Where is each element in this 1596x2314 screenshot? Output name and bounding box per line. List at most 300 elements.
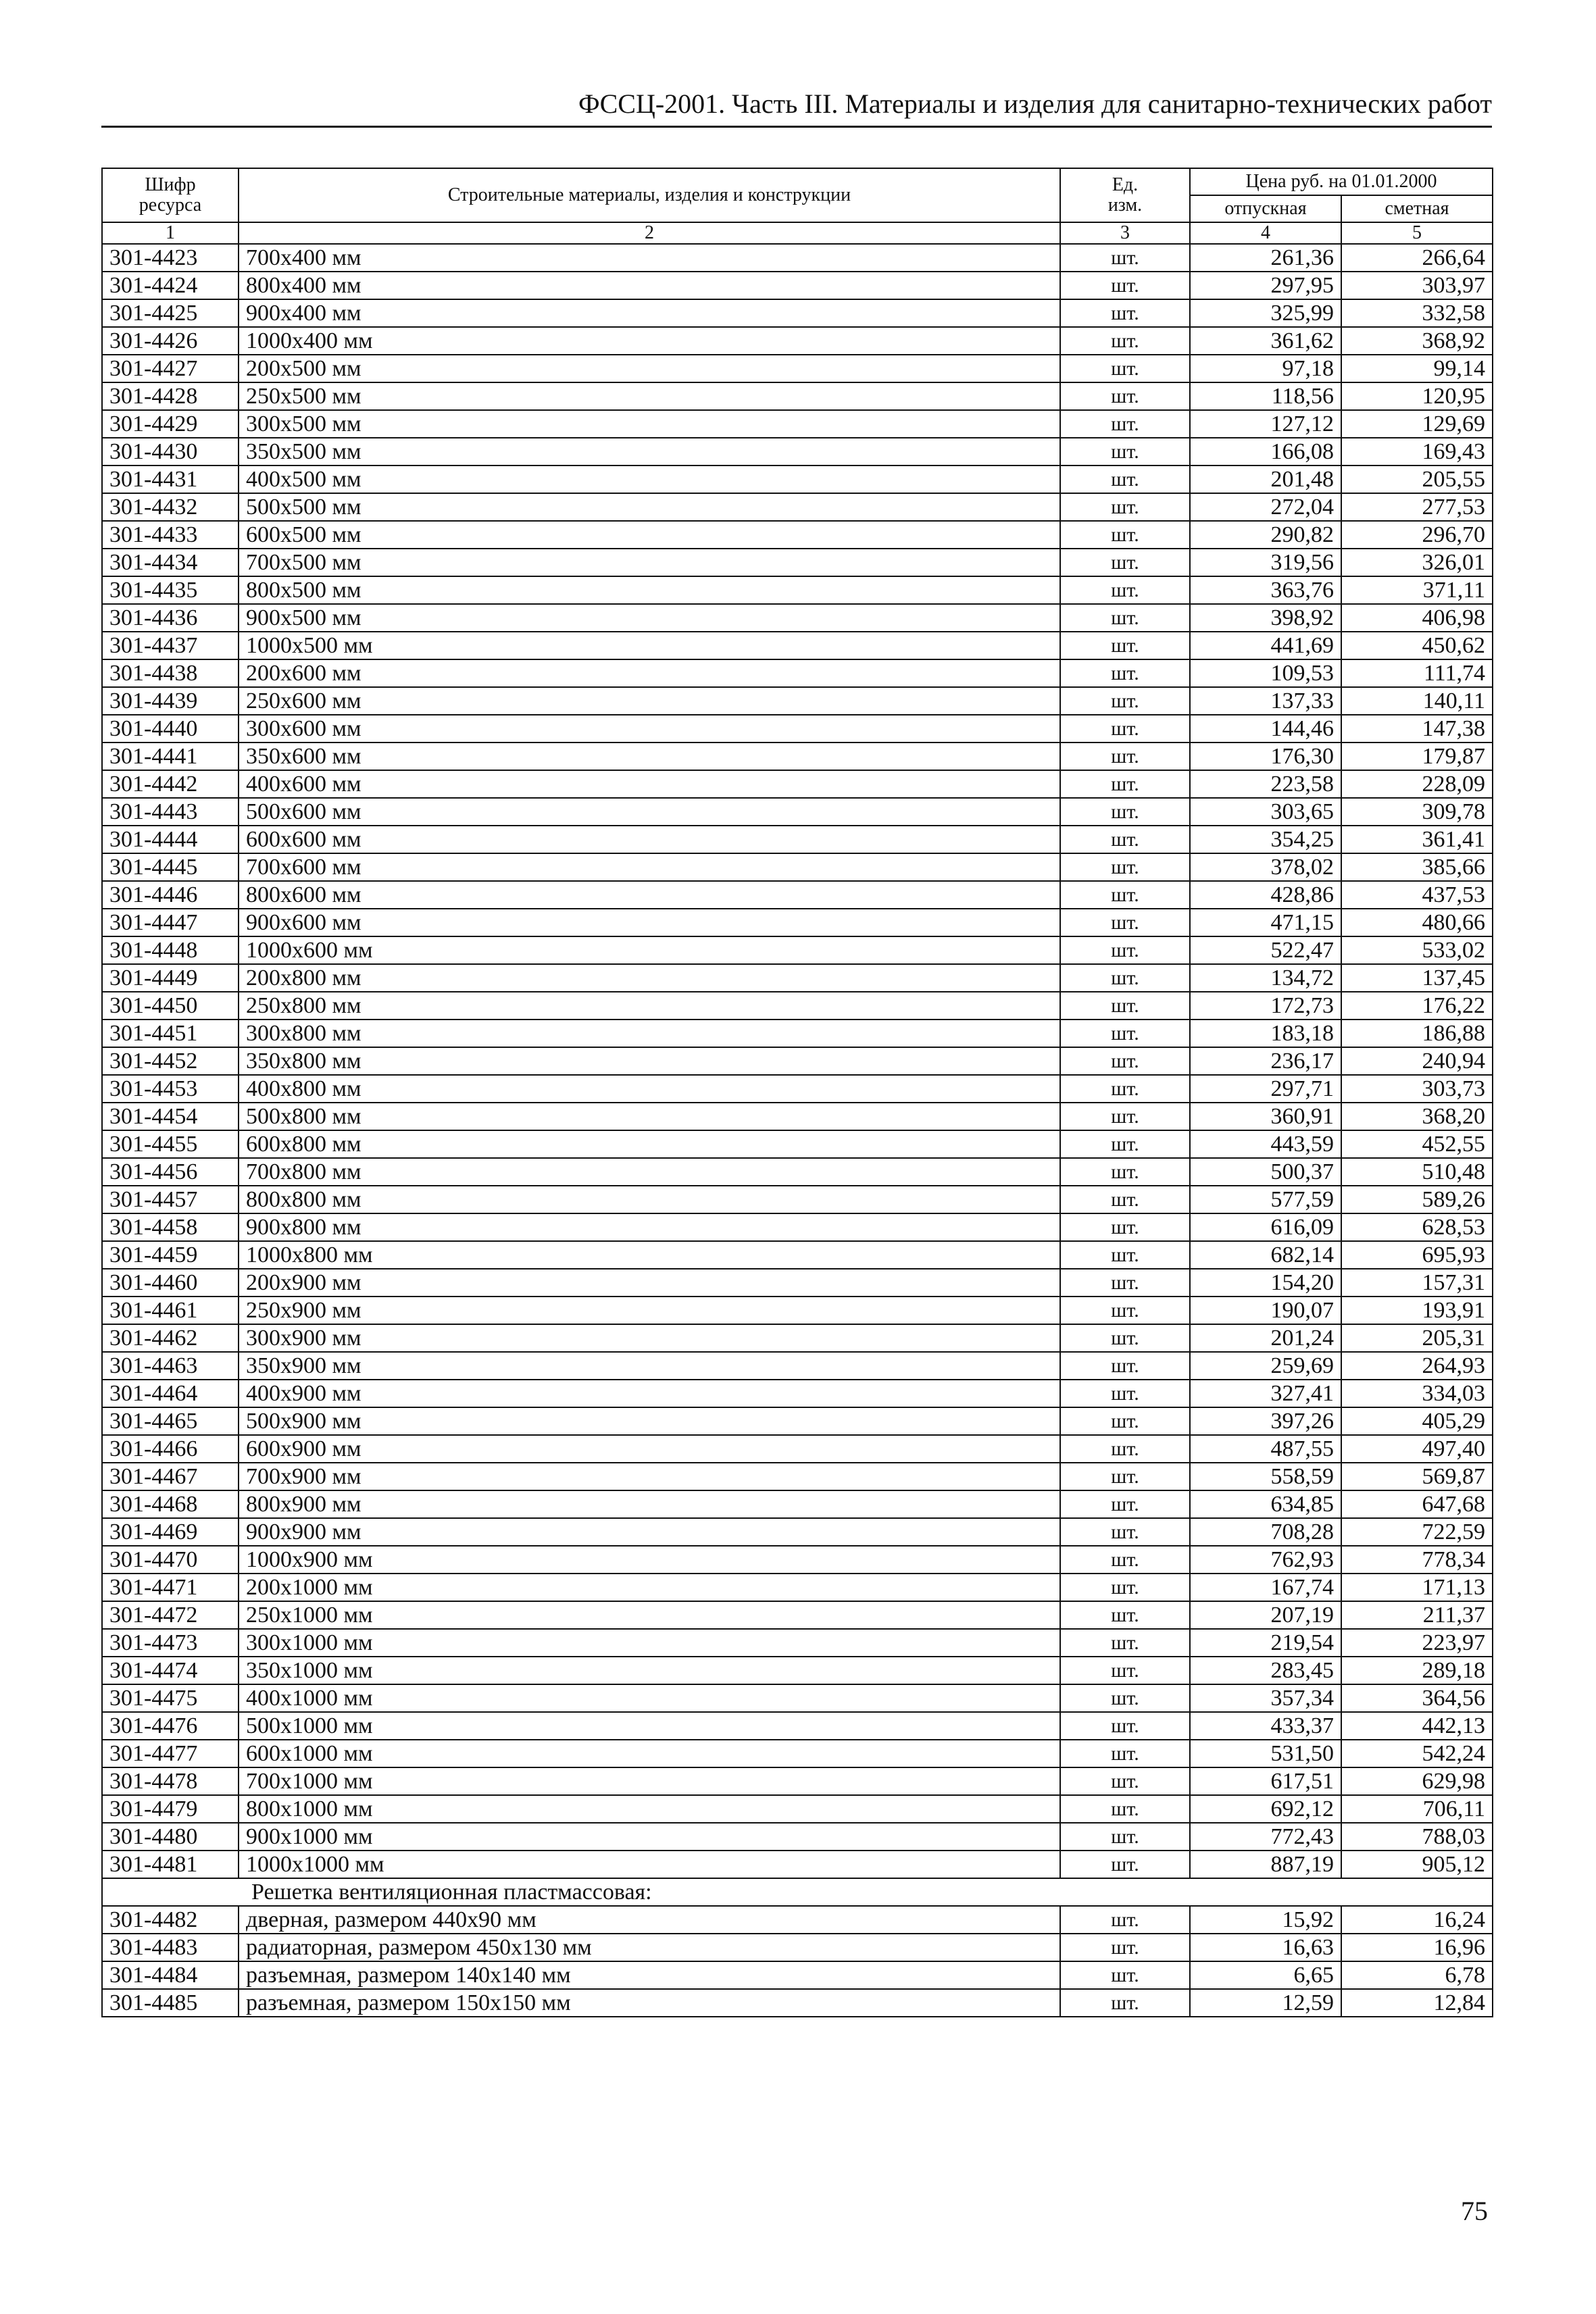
material-name-cell: 1000x900 мм (239, 1546, 1060, 1574)
material-name-cell: разъемная, размером 150x150 мм (239, 1989, 1060, 2017)
unit-cell: шт. (1060, 576, 1190, 604)
material-name-cell: 700x900 мм (239, 1463, 1060, 1490)
estimate-price-cell: 326,01 (1341, 549, 1493, 576)
unit-cell: шт. (1060, 715, 1190, 743)
material-name-cell: радиаторная, размером 450x130 мм (239, 1934, 1060, 1961)
table-row (102, 826, 1493, 853)
estimate-price-cell: 205,31 (1341, 1324, 1493, 1352)
table-row (102, 1241, 1493, 1269)
release-price-cell: 558,59 (1190, 1463, 1341, 1490)
release-price-cell: 397,26 (1190, 1407, 1341, 1435)
estimate-price-cell: 157,31 (1341, 1269, 1493, 1297)
resource-code-cell: 301-4480 (102, 1823, 239, 1851)
resource-code-cell: 301-4460 (102, 1269, 239, 1297)
unit-cell: шт. (1060, 1158, 1190, 1186)
unit-cell: шт. (1060, 743, 1190, 770)
table-row (102, 1186, 1493, 1213)
estimate-price-cell: 303,73 (1341, 1075, 1493, 1103)
material-name-cell: 400x1000 мм (239, 1684, 1060, 1712)
table-row (102, 1324, 1493, 1352)
material-name-cell: 800x900 мм (239, 1490, 1060, 1518)
unit-cell: шт. (1060, 881, 1190, 909)
unit-cell: шт. (1060, 355, 1190, 382)
release-price-cell: 12,59 (1190, 1989, 1341, 2017)
unit-cell: шт. (1060, 466, 1190, 493)
estimate-price-cell: 371,11 (1341, 576, 1493, 604)
column-number: 4 (1190, 222, 1341, 244)
material-name-cell: 300x500 мм (239, 410, 1060, 438)
column-header-release-price: отпускная (1190, 195, 1341, 222)
resource-code-cell: 301-4434 (102, 549, 239, 576)
unit-cell: шт. (1060, 1657, 1190, 1684)
resource-code-cell: 301-4447 (102, 909, 239, 936)
unit-cell: шт. (1060, 1823, 1190, 1851)
table-body (102, 244, 1493, 1878)
resource-code-cell: 301-4464 (102, 1380, 239, 1407)
release-price-cell: 471,15 (1190, 909, 1341, 936)
resource-code-cell: 301-4432 (102, 493, 239, 521)
estimate-price-cell: 169,43 (1341, 438, 1493, 466)
resource-code-cell: 301-4431 (102, 466, 239, 493)
material-name-cell: 400x500 мм (239, 466, 1060, 493)
resource-code-cell: 301-4484 (102, 1961, 239, 1989)
estimate-price-cell: 16,24 (1341, 1906, 1493, 1934)
table-row (102, 493, 1493, 521)
release-price-cell: 360,91 (1190, 1103, 1341, 1130)
unit-cell: шт. (1060, 493, 1190, 521)
resource-code-cell: 301-4433 (102, 521, 239, 549)
material-name-cell: 700x500 мм (239, 549, 1060, 576)
estimate-price-cell: 695,93 (1341, 1241, 1493, 1269)
column-number: 2 (239, 222, 1060, 244)
material-name-cell: 200x1000 мм (239, 1574, 1060, 1601)
material-name-cell: 350x500 мм (239, 438, 1060, 466)
release-price-cell: 487,55 (1190, 1435, 1341, 1463)
resource-code-cell: 301-4451 (102, 1020, 239, 1047)
material-name-cell: 700x400 мм (239, 244, 1060, 272)
estimate-price-cell: 589,26 (1341, 1186, 1493, 1213)
material-name-cell: 300x800 мм (239, 1020, 1060, 1047)
resource-code-cell: 301-4425 (102, 299, 239, 327)
release-price-cell: 144,46 (1190, 715, 1341, 743)
resource-code-cell: 301-4437 (102, 632, 239, 659)
release-price-cell: 398,92 (1190, 604, 1341, 632)
resource-code-cell: 301-4426 (102, 327, 239, 355)
table-row (102, 576, 1493, 604)
release-price-cell: 887,19 (1190, 1851, 1341, 1878)
resource-code-cell: 301-4476 (102, 1712, 239, 1740)
release-price-cell: 290,82 (1190, 521, 1341, 549)
resource-code-cell: 301-4452 (102, 1047, 239, 1075)
material-name-cell: 600x500 мм (239, 521, 1060, 549)
unit-cell: шт. (1060, 992, 1190, 1020)
release-price-cell: 354,25 (1190, 826, 1341, 853)
table-row (102, 1546, 1493, 1574)
column-number: 1 (102, 222, 239, 244)
release-price-cell: 762,93 (1190, 1546, 1341, 1574)
unit-cell: шт. (1060, 1934, 1190, 1961)
release-price-cell: 692,12 (1190, 1795, 1341, 1823)
estimate-price-cell: 706,11 (1341, 1795, 1493, 1823)
resource-code-cell: 301-4428 (102, 382, 239, 410)
material-name-cell: 900x1000 мм (239, 1823, 1060, 1851)
release-price-cell: 272,04 (1190, 493, 1341, 521)
page-number: 75 (1461, 2196, 1488, 2226)
estimate-price-cell: 452,55 (1341, 1130, 1493, 1158)
unit-cell: шт. (1060, 410, 1190, 438)
release-price-cell: 325,99 (1190, 299, 1341, 327)
resource-code-cell: 301-4455 (102, 1130, 239, 1158)
release-price-cell: 531,50 (1190, 1740, 1341, 1767)
material-name-cell: 800x600 мм (239, 881, 1060, 909)
resource-code-cell: 301-4450 (102, 992, 239, 1020)
release-price-cell: 183,18 (1190, 1020, 1341, 1047)
resource-code-cell: 301-4438 (102, 659, 239, 687)
column-header-unit: Ед. изм. (1060, 168, 1190, 222)
column-number: 5 (1341, 222, 1493, 244)
table-row (102, 632, 1493, 659)
table-row (102, 881, 1493, 909)
resource-code-cell: 301-4453 (102, 1075, 239, 1103)
unit-cell: шт. (1060, 1020, 1190, 1047)
resource-code-cell: 301-4469 (102, 1518, 239, 1546)
material-name-cell: 1000x1000 мм (239, 1851, 1060, 1878)
estimate-price-cell: 171,13 (1341, 1574, 1493, 1601)
table-row (102, 992, 1493, 1020)
material-name-cell: 900x600 мм (239, 909, 1060, 936)
table-row (102, 1490, 1493, 1518)
estimate-price-cell: 176,22 (1341, 992, 1493, 1020)
material-name-cell: 250x800 мм (239, 992, 1060, 1020)
unit-cell: шт. (1060, 1684, 1190, 1712)
unit-cell: шт. (1060, 687, 1190, 715)
unit-cell: шт. (1060, 632, 1190, 659)
unit-cell: шт. (1060, 1186, 1190, 1213)
unit-cell: шт. (1060, 1795, 1190, 1823)
unit-cell: шт. (1060, 244, 1190, 272)
unit-cell: шт. (1060, 1712, 1190, 1740)
release-price-cell: 441,69 (1190, 632, 1341, 659)
resource-code-cell: 301-4441 (102, 743, 239, 770)
table-row (102, 1740, 1493, 1767)
release-price-cell: 127,12 (1190, 410, 1341, 438)
release-price-cell: 500,37 (1190, 1158, 1341, 1186)
release-price-cell: 433,37 (1190, 1712, 1341, 1740)
material-name-cell: 400x600 мм (239, 770, 1060, 798)
table-row (102, 1269, 1493, 1297)
resource-code-cell: 301-4448 (102, 936, 239, 964)
unit-cell: шт. (1060, 1380, 1190, 1407)
table-row (102, 936, 1493, 964)
table-row (102, 1795, 1493, 1823)
header-divider (101, 126, 1492, 128)
unit-cell: шт. (1060, 1435, 1190, 1463)
table-row (102, 1851, 1493, 1878)
table-row (102, 1823, 1493, 1851)
estimate-price-cell: 211,37 (1341, 1601, 1493, 1629)
material-name-cell: 200x900 мм (239, 1269, 1060, 1297)
unit-cell: шт. (1060, 549, 1190, 576)
estimate-price-cell: 179,87 (1341, 743, 1493, 770)
estimate-price-cell: 289,18 (1341, 1657, 1493, 1684)
unit-cell: шт. (1060, 936, 1190, 964)
estimate-price-cell: 385,66 (1341, 853, 1493, 881)
material-name-cell: 350x600 мм (239, 743, 1060, 770)
material-name-cell: 500x600 мм (239, 798, 1060, 826)
estimate-price-cell: 6,78 (1341, 1961, 1493, 1989)
release-price-cell: 303,65 (1190, 798, 1341, 826)
table-row (102, 1020, 1493, 1047)
column-number-row (102, 222, 1493, 244)
estimate-price-cell: 628,53 (1341, 1213, 1493, 1241)
page-header-title: ФССЦ-2001. Часть III. Материалы и изделия для санитарно-технических работ (578, 89, 1492, 119)
material-name-cell: 900x800 мм (239, 1213, 1060, 1241)
unit-cell: шт. (1060, 659, 1190, 687)
release-price-cell: 223,58 (1190, 770, 1341, 798)
table-row (102, 1934, 1493, 1961)
release-price-cell: 428,86 (1190, 881, 1341, 909)
table-row (102, 853, 1493, 881)
table-row (102, 1075, 1493, 1103)
material-name-cell: 300x1000 мм (239, 1629, 1060, 1657)
resource-code-cell: 301-4442 (102, 770, 239, 798)
resource-code-cell: 301-4478 (102, 1767, 239, 1795)
resource-code-cell: 301-4477 (102, 1740, 239, 1767)
unit-cell: шт. (1060, 299, 1190, 327)
unit-cell: шт. (1060, 1518, 1190, 1546)
table-row (102, 770, 1493, 798)
resource-code-cell: 301-4443 (102, 798, 239, 826)
release-price-cell: 118,56 (1190, 382, 1341, 410)
material-name-cell: 250x600 мм (239, 687, 1060, 715)
unit-cell: шт. (1060, 521, 1190, 549)
resource-code-cell: 301-4485 (102, 1989, 239, 2017)
unit-cell: шт. (1060, 1490, 1190, 1518)
material-name-cell: 800x800 мм (239, 1186, 1060, 1213)
resource-code-cell: 301-4468 (102, 1490, 239, 1518)
resource-code-cell: 301-4474 (102, 1657, 239, 1684)
unit-cell: шт. (1060, 382, 1190, 410)
table-row (102, 272, 1493, 299)
table-row (102, 798, 1493, 826)
release-price-cell: 682,14 (1190, 1241, 1341, 1269)
release-price-cell: 207,19 (1190, 1601, 1341, 1629)
release-price-cell: 772,43 (1190, 1823, 1341, 1851)
table-row (102, 1158, 1493, 1186)
material-name-cell: 600x1000 мм (239, 1740, 1060, 1767)
estimate-price-cell: 778,34 (1341, 1546, 1493, 1574)
estimate-price-cell: 12,84 (1341, 1989, 1493, 2017)
estimate-price-cell: 120,95 (1341, 382, 1493, 410)
release-price-cell: 134,72 (1190, 964, 1341, 992)
estimate-price-cell: 296,70 (1341, 521, 1493, 549)
estimate-price-cell: 569,87 (1341, 1463, 1493, 1490)
table-row (102, 1574, 1493, 1601)
estimate-price-cell: 437,53 (1341, 881, 1493, 909)
estimate-price-cell: 510,48 (1341, 1158, 1493, 1186)
estimate-price-cell: 361,41 (1341, 826, 1493, 853)
unit-cell: шт. (1060, 1629, 1190, 1657)
resource-code-cell: 301-4427 (102, 355, 239, 382)
table-row (102, 1463, 1493, 1490)
table-row (102, 438, 1493, 466)
unit-cell: шт. (1060, 1851, 1190, 1878)
unit-cell: шт. (1060, 1241, 1190, 1269)
release-price-cell: 176,30 (1190, 743, 1341, 770)
table-row (102, 1601, 1493, 1629)
release-price-cell: 363,76 (1190, 576, 1341, 604)
unit-cell: шт. (1060, 1740, 1190, 1767)
column-number: 3 (1060, 222, 1190, 244)
estimate-price-cell: 442,13 (1341, 1712, 1493, 1740)
unit-cell: шт. (1060, 327, 1190, 355)
table-row (102, 1407, 1493, 1435)
estimate-price-cell: 629,98 (1341, 1767, 1493, 1795)
table-row (102, 1435, 1493, 1463)
resource-code-cell: 301-4444 (102, 826, 239, 853)
unit-cell: шт. (1060, 1961, 1190, 1989)
material-name-cell: 200x600 мм (239, 659, 1060, 687)
estimate-price-cell: 277,53 (1341, 493, 1493, 521)
material-name-cell: 800x400 мм (239, 272, 1060, 299)
release-price-cell: 616,09 (1190, 1213, 1341, 1241)
unit-cell: шт. (1060, 1352, 1190, 1380)
release-price-cell: 708,28 (1190, 1518, 1341, 1546)
release-price-cell: 361,62 (1190, 327, 1341, 355)
material-name-cell: 250x1000 мм (239, 1601, 1060, 1629)
release-price-cell: 172,73 (1190, 992, 1341, 1020)
resource-code-cell: 301-4465 (102, 1407, 239, 1435)
release-price-cell: 522,47 (1190, 936, 1341, 964)
material-name-cell: 300x600 мм (239, 715, 1060, 743)
table-row (102, 909, 1493, 936)
resource-code-cell: 301-4473 (102, 1629, 239, 1657)
release-price-cell: 634,85 (1190, 1490, 1341, 1518)
estimate-price-cell: 99,14 (1341, 355, 1493, 382)
resource-code-cell: 301-4445 (102, 853, 239, 881)
estimate-price-cell: 406,98 (1341, 604, 1493, 632)
unit-cell: шт. (1060, 1130, 1190, 1158)
material-name-cell: 1000x600 мм (239, 936, 1060, 964)
material-name-cell: 250x500 мм (239, 382, 1060, 410)
estimate-price-cell: 228,09 (1341, 770, 1493, 798)
resource-code-cell: 301-4459 (102, 1241, 239, 1269)
unit-cell: шт. (1060, 1269, 1190, 1297)
material-name-cell: 250x900 мм (239, 1297, 1060, 1324)
material-name-cell: 300x900 мм (239, 1324, 1060, 1352)
unit-cell: шт. (1060, 1546, 1190, 1574)
material-name-cell: 900x900 мм (239, 1518, 1060, 1546)
estimate-price-cell: 405,29 (1341, 1407, 1493, 1435)
estimate-price-cell: 368,92 (1341, 327, 1493, 355)
table-row (102, 382, 1493, 410)
table-row (102, 659, 1493, 687)
resource-code-cell: 301-4423 (102, 244, 239, 272)
estimate-price-cell: 205,55 (1341, 466, 1493, 493)
estimate-price-cell: 905,12 (1341, 1851, 1493, 1878)
table-row (102, 964, 1493, 992)
release-price-cell: 15,92 (1190, 1906, 1341, 1934)
price-table (101, 168, 1493, 2017)
resource-code-cell: 301-4456 (102, 1158, 239, 1186)
material-name-cell: 500x500 мм (239, 493, 1060, 521)
table-row (102, 604, 1493, 632)
table-row (102, 1047, 1493, 1075)
material-name-cell: 1000x800 мм (239, 1241, 1060, 1269)
unit-cell: шт. (1060, 1463, 1190, 1490)
release-price-cell: 617,51 (1190, 1767, 1341, 1795)
release-price-cell: 297,95 (1190, 272, 1341, 299)
resource-code-cell: 301-4461 (102, 1297, 239, 1324)
unit-cell: шт. (1060, 1324, 1190, 1352)
table-row (102, 299, 1493, 327)
material-name-cell: 500x1000 мм (239, 1712, 1060, 1740)
resource-code-cell: 301-4481 (102, 1851, 239, 1878)
material-name-cell: 500x800 мм (239, 1103, 1060, 1130)
unit-cell: шт. (1060, 1601, 1190, 1629)
release-price-cell: 319,56 (1190, 549, 1341, 576)
resource-code-cell: 301-4470 (102, 1546, 239, 1574)
material-name-cell: 700x600 мм (239, 853, 1060, 881)
estimate-price-cell: 193,91 (1341, 1297, 1493, 1324)
section-label: Решетка вентиляционная пластмассовая: (102, 1878, 1493, 1906)
resource-code-cell: 301-4454 (102, 1103, 239, 1130)
estimate-price-cell: 264,93 (1341, 1352, 1493, 1380)
release-price-cell: 577,59 (1190, 1186, 1341, 1213)
estimate-price-cell: 364,56 (1341, 1684, 1493, 1712)
unit-cell: шт. (1060, 909, 1190, 936)
resource-code-cell: 301-4466 (102, 1435, 239, 1463)
resource-code-cell: 301-4430 (102, 438, 239, 466)
resource-code-cell: 301-4439 (102, 687, 239, 715)
resource-code-cell: 301-4429 (102, 410, 239, 438)
table-row (102, 715, 1493, 743)
material-name-cell: 350x800 мм (239, 1047, 1060, 1075)
material-name-cell: 200x800 мм (239, 964, 1060, 992)
unit-cell: шт. (1060, 1906, 1190, 1934)
table-row (102, 466, 1493, 493)
estimate-price-cell: 240,94 (1341, 1047, 1493, 1075)
resource-code-cell: 301-4458 (102, 1213, 239, 1241)
estimate-price-cell: 788,03 (1341, 1823, 1493, 1851)
estimate-price-cell: 137,45 (1341, 964, 1493, 992)
release-price-cell: 137,33 (1190, 687, 1341, 715)
material-name-cell: 400x900 мм (239, 1380, 1060, 1407)
unit-cell: шт. (1060, 1075, 1190, 1103)
table-row (102, 327, 1493, 355)
estimate-price-cell: 266,64 (1341, 244, 1493, 272)
resource-code-cell: 301-4449 (102, 964, 239, 992)
unit-cell: шт. (1060, 770, 1190, 798)
table-row (102, 1297, 1493, 1324)
table-row (102, 743, 1493, 770)
table-row (102, 1130, 1493, 1158)
estimate-price-cell: 497,40 (1341, 1435, 1493, 1463)
unit-cell: шт. (1060, 272, 1190, 299)
material-name-cell: 900x400 мм (239, 299, 1060, 327)
table-row (102, 1906, 1493, 1934)
resource-code-cell: 301-4424 (102, 272, 239, 299)
unit-cell: шт. (1060, 1103, 1190, 1130)
table-row (102, 1657, 1493, 1684)
resource-code-cell: 301-4472 (102, 1601, 239, 1629)
unit-cell: шт. (1060, 1407, 1190, 1435)
resource-code-cell: 301-4435 (102, 576, 239, 604)
material-name-cell: 350x900 мм (239, 1352, 1060, 1380)
unit-cell: шт. (1060, 826, 1190, 853)
release-price-cell: 6,65 (1190, 1961, 1341, 1989)
unit-cell: шт. (1060, 853, 1190, 881)
